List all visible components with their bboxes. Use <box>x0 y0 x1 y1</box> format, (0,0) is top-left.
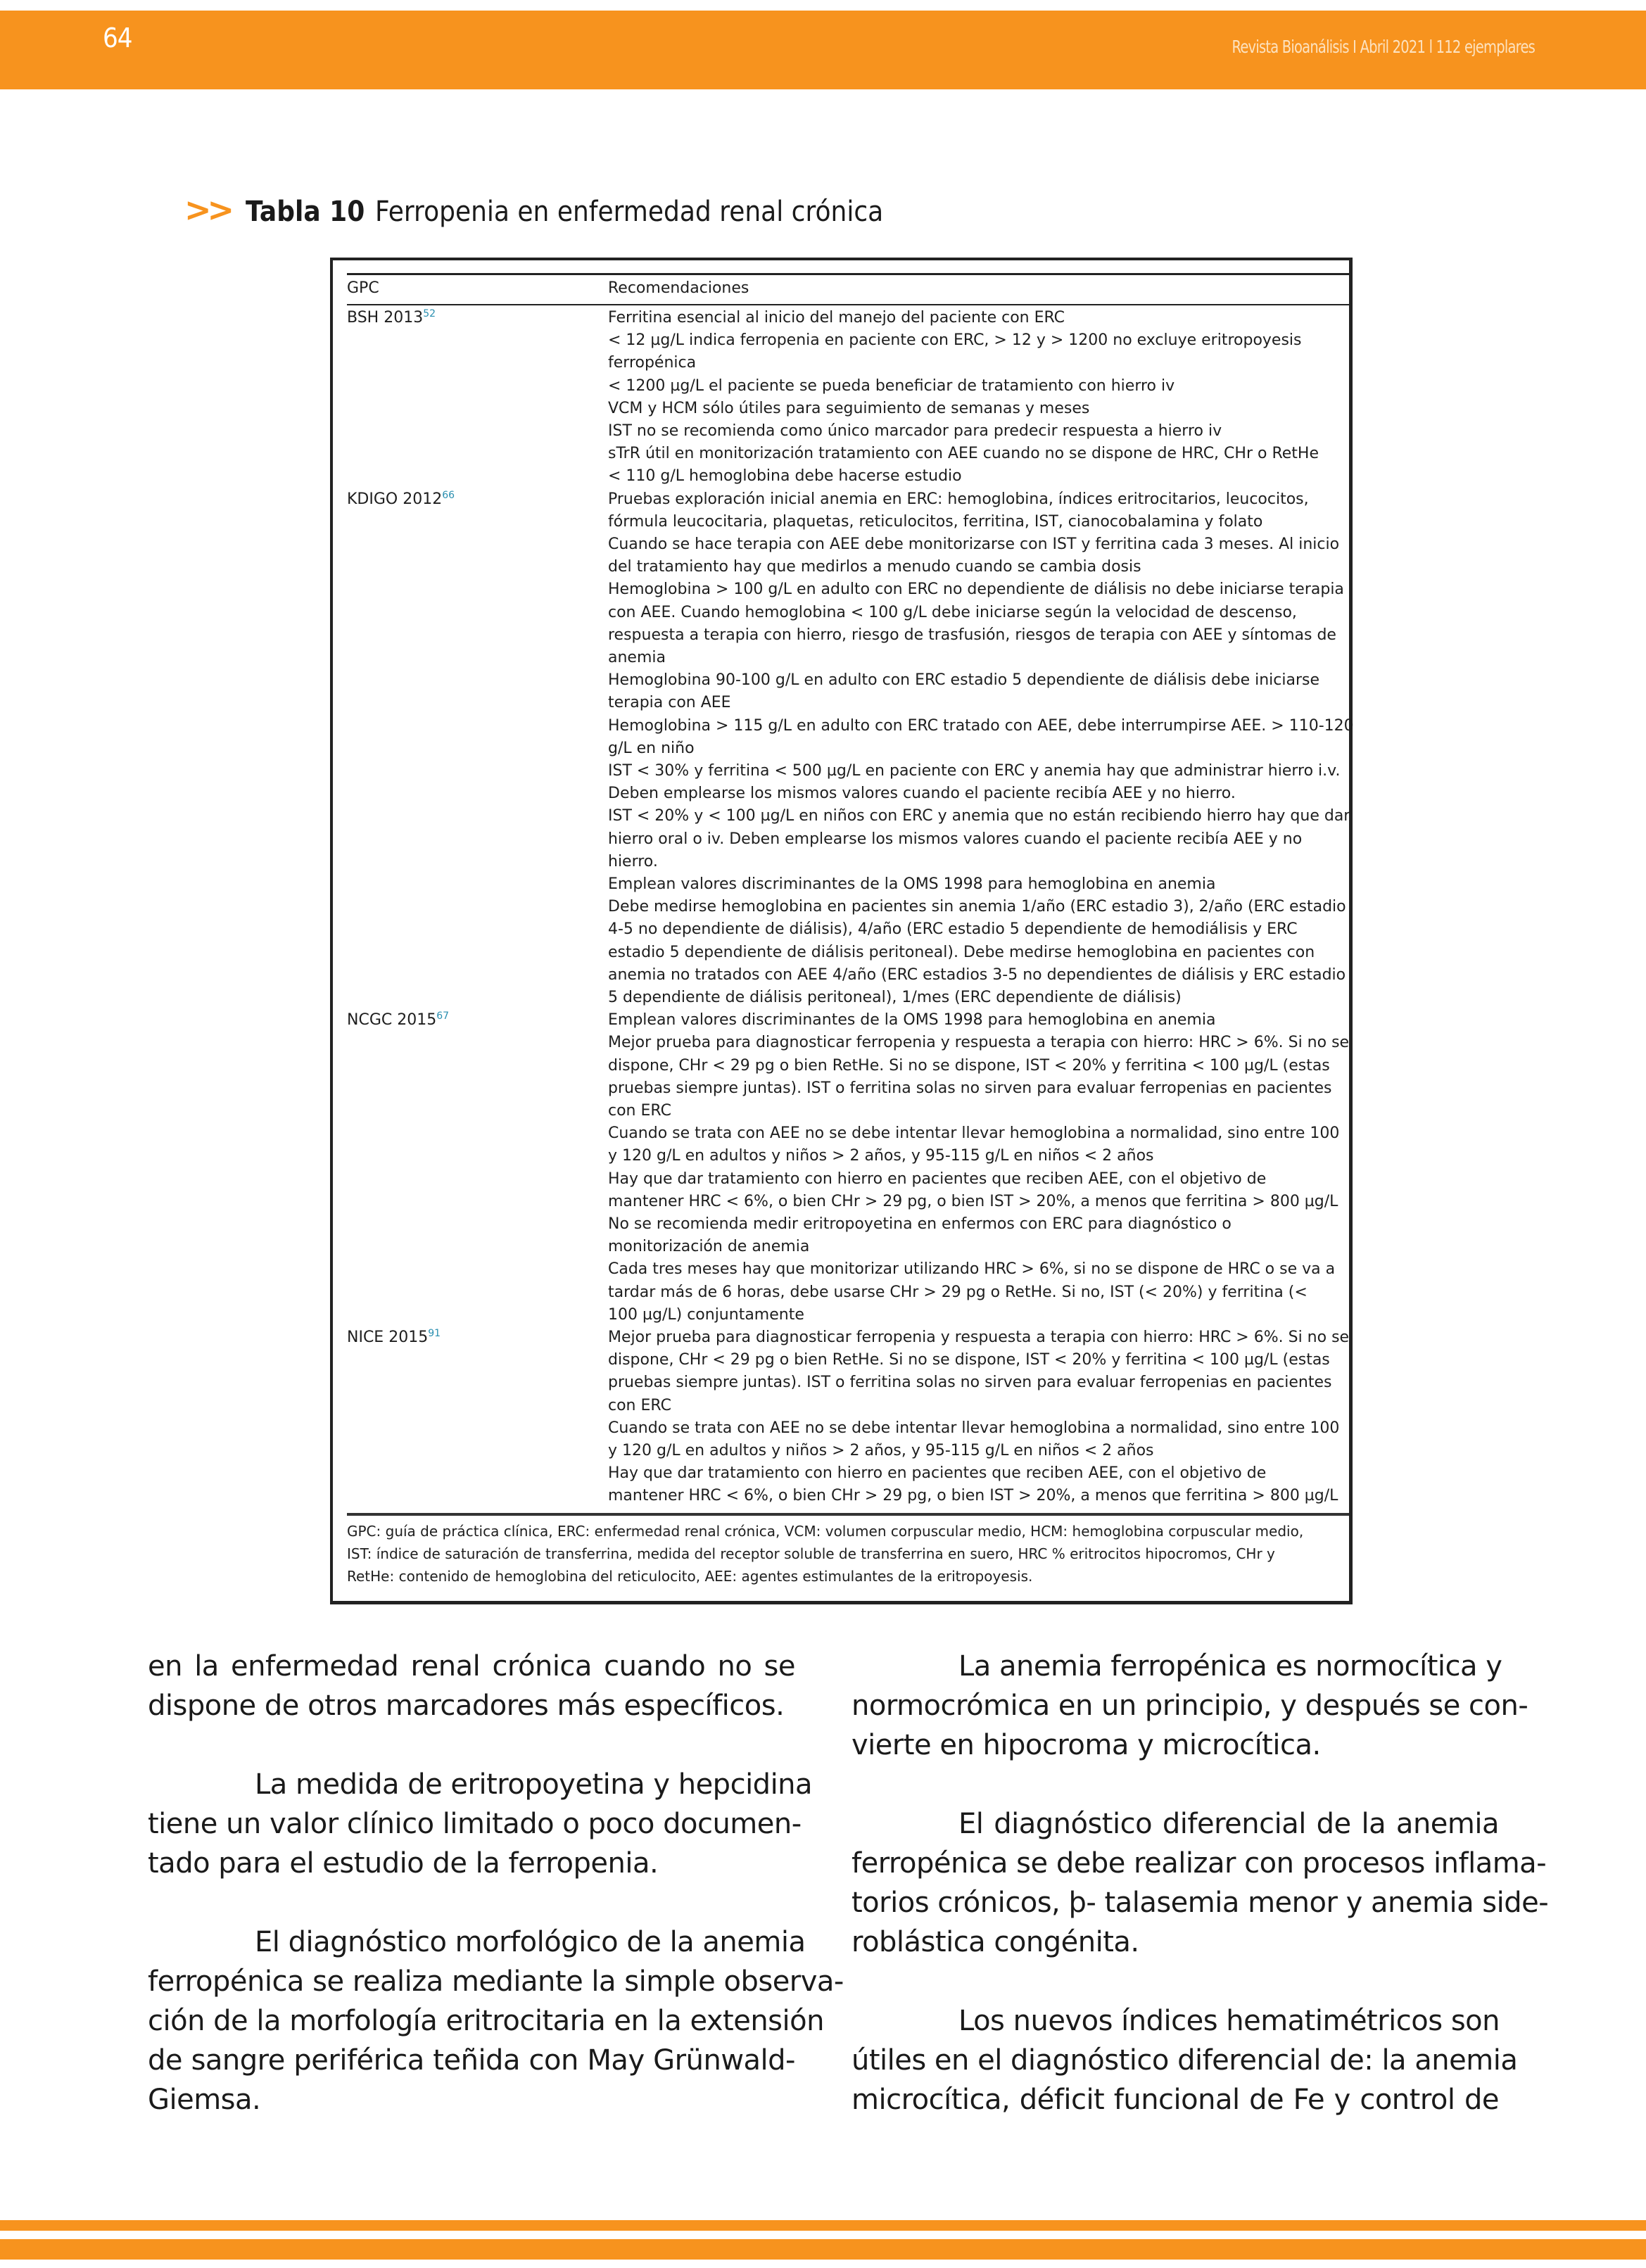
recommendation-line: y 120 g/L en adultos y niños > 2 años, y 95-115 g/L en niños < 2 años <box>608 1442 1154 1460</box>
body-line: útiles en el diagnóstico diferencial de: la anemia <box>852 2044 1518 2077</box>
body-line: normocrómica en un principio, y después se con- <box>852 1690 1528 1722</box>
body-line: Los nuevos índices hematimétricos son <box>958 2005 1500 2037</box>
recommendation-list <box>608 1009 1349 1326</box>
recommendation-line: con AEE. Cuando hemoglobina < 100 g/L debe iniciarse según la velocidad de descenso, <box>608 603 1297 621</box>
recommendation-line: Cuando se trata con AEE no se debe intentar llevar hemoglobina a normalidad, sino entre 100 <box>608 1125 1340 1143</box>
recommendation-line: Ferritina esencial al inicio del manejo del paciente con ERC <box>608 309 1065 327</box>
recommendation-line: terapia con AEE <box>608 694 731 712</box>
body-line: tado para el estudio de la ferropenia. <box>148 1847 659 1880</box>
recommendation-line: Mejor prueba para diagnosticar ferropenia y respuesta a terapia con hierro: HRC > 6%. Si no se <box>608 1329 1350 1346</box>
body-line: ferropénica se debe realizar con procesos inflama- <box>852 1847 1547 1880</box>
recommendation-line: Pruebas exploración inicial anemia en ERC: hemoglobina, índices eritrocitarios, leucocitos, <box>608 490 1309 508</box>
running-header: Revista Bioanálisis I Abril 2021 l 112 ejemplares <box>1232 37 1535 57</box>
gpc-label: BSH 2013 <box>347 309 424 327</box>
recommendation-line: Hemoglobina > 100 g/L en adulto con ERC no dependiente de diálisis no debe iniciarse terapia <box>608 581 1344 599</box>
body-paragraph <box>852 1647 1528 1765</box>
body-line: Giemsa. <box>148 2084 261 2116</box>
body-paragraph <box>148 1922 844 2120</box>
body-line: La anemia ferropénica es normocítica y <box>958 1650 1502 1683</box>
gpc-name <box>347 307 436 329</box>
recommendation-line: pruebas siempre juntas). IST o ferritina solas no sirven para evaluar ferropenias en pacientes <box>608 1374 1332 1392</box>
gpc-name <box>347 1326 441 1349</box>
recommendation-line: 100 µg/L) conjuntamente <box>608 1305 804 1324</box>
body-line: vierte en hipocroma y microcítica. <box>852 1729 1321 1761</box>
recommendation-line: Hay que dar tratamiento con hierro en pacientes que reciben AEE, con el objetivo de <box>608 1170 1267 1188</box>
recommendation-line: Mejor prueba para diagnosticar ferropenia y respuesta a terapia con hierro: HRC > 6%. Si no se <box>608 1034 1350 1052</box>
recommendation-line: mantener HRC < 6%, o bien CHr > 29 pg, o bien IST > 20%, a menos que ferritina > 800 µg/L <box>608 1192 1338 1210</box>
body-line: tiene un valor clínico limitado o poco documen- <box>148 1808 802 1840</box>
gpc-label: NICE 2015 <box>347 1329 429 1346</box>
recommendation-line: mantener HRC < 6%, o bien CHr > 29 pg, o bien IST > 20%, a menos que ferritina > 800 µg/L <box>608 1487 1338 1505</box>
body-line: torios crónicos, þ- talasemia menor y anemia side- <box>852 1887 1549 1919</box>
body-line: La medida de eritropoyetina y hepcidina <box>255 1768 813 1801</box>
body-paragraph <box>148 1647 795 1725</box>
footnote-line: IST: índice de saturación de transferrina, medida del receptor soluble de transferrina en suero, HRC % eritrocitos hipocromos, CHr y <box>347 1545 1275 1562</box>
body-column-right <box>852 1647 1549 2159</box>
table-footnote <box>347 1520 1303 1588</box>
recommendation-line: Debe medirse hemoglobina en pacientes sin anemia 1/año (ERC estadio 3), 2/año (ERC estadio <box>608 898 1346 916</box>
recommendation-line: VCM y HCM sólo útiles para seguimiento de semanas y meses <box>608 399 1090 417</box>
double-chevron-icon: >> <box>184 191 231 229</box>
body-column-left <box>148 1647 844 2159</box>
body-paragraph <box>852 2001 1518 2120</box>
recommendation-line: hierro oral o iv. Deben emplearse los mismos valores cuando el paciente recibía AEE y no <box>608 830 1303 848</box>
recommendation-line: ferropénica <box>608 354 697 372</box>
body-line: de sangre periférica teñida con May Grünwald- <box>148 2044 795 2077</box>
body-paragraph <box>852 1804 1549 1962</box>
recommendation-line: con ERC <box>608 1102 671 1120</box>
recommendation-line: y 120 g/L en adultos y niños > 2 años, y 95-115 g/L en niños < 2 años <box>608 1147 1154 1165</box>
recommendation-line: IST < 30% y ferritina < 500 µg/L en paciente con ERC y anemia hay que administrar hierro i.v. <box>608 762 1341 780</box>
recommendation-line: Hemoglobina 90-100 g/L en adulto con ERC estadio 5 dependiente de diálisis debe iniciarse <box>608 671 1320 690</box>
recommendation-line: Emplean valores discriminantes de la OMS 1998 para hemoglobina en anemia <box>608 875 1216 894</box>
recommendation-line: No se recomienda medir eritropoyetina en enfermos con ERC para diagnóstico o <box>608 1215 1232 1234</box>
recommendation-line: hierro. <box>608 852 658 870</box>
body-line: dispone de otros marcadores más específicos. <box>148 1690 785 1722</box>
recommendation-line: sTrR útil en monitorización tratamiento con AEE cuando no se dispone de HRC, CHr o RetHe <box>608 445 1319 463</box>
recommendation-line: Hay que dar tratamiento con hierro en pacientes que reciben AEE, con el objetivo de <box>608 1464 1267 1483</box>
reference-link[interactable]: 66 <box>442 489 455 501</box>
recommendation-line: del tratamiento hay que medirlos a menudo cuando se cambia dosis <box>608 558 1141 576</box>
recommendation-list <box>608 307 1319 488</box>
recommendation-line: estadio 5 dependiente de diálisis peritoneal). Debe medirse hemoglobina en pacientes con <box>608 943 1315 961</box>
recommendation-line: con ERC <box>608 1396 671 1414</box>
recommendation-line: dispone, CHr < 29 pg o bien RetHe. Si no se dispone, IST < 20% y ferritina < 100 µg/L (estas <box>608 1056 1330 1075</box>
table-caption <box>184 191 940 229</box>
recommendation-line: Emplean valores discriminantes de la OMS 1998 para hemoglobina en anemia <box>608 1011 1216 1030</box>
footnote-line: RetHe: contenido de hemoglobina del reticulocito, AEE: agentes estimulantes de la eritropoyesis. <box>347 1568 1033 1585</box>
recommendation-line: pruebas siempre juntas). IST o ferritina solas no sirven para evaluar ferropenias en pacientes <box>608 1079 1332 1097</box>
recommendation-line: IST < 20% y < 100 µg/L en niños con ERC y anemia que no están recibiendo hierro hay que dar <box>608 807 1350 825</box>
recommendation-line: Deben emplearse los mismos valores cuando el paciente recibía AEE y no hierro. <box>608 785 1236 803</box>
reference-link[interactable]: 52 <box>423 308 436 319</box>
gpc-name <box>347 1009 449 1032</box>
table-top-rule <box>347 273 1349 275</box>
recommendation-line: anemia <box>608 649 666 667</box>
body-line: en la enfermedad renal crónica cuando no se <box>148 1650 795 1683</box>
recommendation-line: tardar más de 6 horas, debe usarse CHr > 29 pg o RetHe. Si no, IST (< 20%) y ferritina (< <box>608 1283 1308 1301</box>
recommendation-line: 4-5 no dependiente de diálisis), 4/año (ERC estadio 5 dependiente de hemodiálisis y ERC <box>608 920 1298 939</box>
body-line: El diagnóstico morfológico de la anemia <box>255 1926 806 1958</box>
recommendation-line: fórmula leucocitaria, plaquetas, reticulocitos, ferritina, IST, cianocobalamina y folato <box>608 512 1263 531</box>
page-number: 64 <box>103 23 132 53</box>
column-header-gpc: GPC <box>347 279 379 297</box>
recommendation-line: respuesta a terapia con hierro, riesgo de trasfusión, riesgos de terapia con AEE y síntomas de <box>608 626 1336 644</box>
body-line: ferropénica se realiza mediante la simple observa- <box>148 1965 844 1998</box>
footer-stripe-thick <box>0 2239 1646 2260</box>
footer-stripe-thin <box>0 2220 1646 2231</box>
body-line: El diagnóstico diferencial de la anemia <box>958 1808 1499 1840</box>
reference-link[interactable]: 91 <box>428 1328 441 1339</box>
recommendation-line: < 1200 µg/L el paciente se pueda beneficiar de tratamiento con hierro iv <box>608 376 1175 395</box>
recommendation-line: < 110 g/L hemoglobina debe hacerse estudio <box>608 467 962 486</box>
gpc-name <box>347 488 455 511</box>
recommendation-line: IST no se recomienda como único marcador para predecir respuesta a hierro iv <box>608 422 1222 441</box>
recommendation-list <box>608 1326 1349 1508</box>
body-line: ción de la morfología eritrocitaria en la extensión <box>148 2005 824 2037</box>
column-header-recomendaciones: Recomendaciones <box>608 279 749 297</box>
recommendation-line: monitorización de anemia <box>608 1238 810 1256</box>
recommendation-line: dispone, CHr < 29 pg o bien RetHe. Si no se dispone, IST < 20% y ferritina < 100 µg/L (estas <box>608 1351 1330 1369</box>
gpc-label: NCGC 2015 <box>347 1011 437 1030</box>
footnote-line: GPC: guía de práctica clínica, ERC: enfermedad renal crónica, VCM: volumen corpuscular medio, HCM: hemoglobina corpuscular medio, <box>347 1523 1304 1540</box>
table-10 <box>330 258 1353 1604</box>
recommendation-line: g/L en niño <box>608 739 695 757</box>
table-label: Tabla 10 <box>246 196 365 228</box>
recommendation-list <box>608 488 1354 1010</box>
recommendation-line: Hemoglobina > 115 g/L en adulto con ERC tratado con AEE, debe interrumpirse AEE. > 110-120 <box>608 716 1354 735</box>
recommendation-line: 5 dependiente de diálisis peritoneal), 1/mes (ERC dependiente de diálisis) <box>608 989 1182 1007</box>
reference-link[interactable]: 67 <box>436 1011 450 1022</box>
recommendation-line: anemia no tratados con AEE 4/año (ERC estadios 3-5 no dependientes de diálisis y ERC estadio <box>608 965 1346 984</box>
body-paragraph <box>148 1765 813 1883</box>
recommendation-line: Cuando se hace terapia con AEE debe monitorizarse con IST y ferritina cada 3 meses. Al inicio <box>608 536 1340 553</box>
recommendation-line: Cada tres meses hay que monitorizar utilizando HRC > 6%, si no se dispone de HRC o se va a <box>608 1260 1336 1279</box>
table-header-rule <box>347 304 1349 305</box>
table-bottom-rule <box>347 1513 1349 1516</box>
body-line: roblástica congénita. <box>852 1926 1139 1958</box>
recommendation-line: Cuando se trata con AEE no se debe intentar llevar hemoglobina a normalidad, sino entre 100 <box>608 1419 1340 1437</box>
table-title: Ferropenia en enfermedad renal crónica <box>375 196 884 228</box>
gpc-label: KDIGO 2012 <box>347 490 443 508</box>
recommendation-line: < 12 µg/L indica ferropenia en paciente con ERC, > 12 y > 1200 no excluye eritropoyesis <box>608 331 1302 350</box>
body-line: microcítica, déficit funcional de Fe y control de <box>852 2084 1499 2116</box>
